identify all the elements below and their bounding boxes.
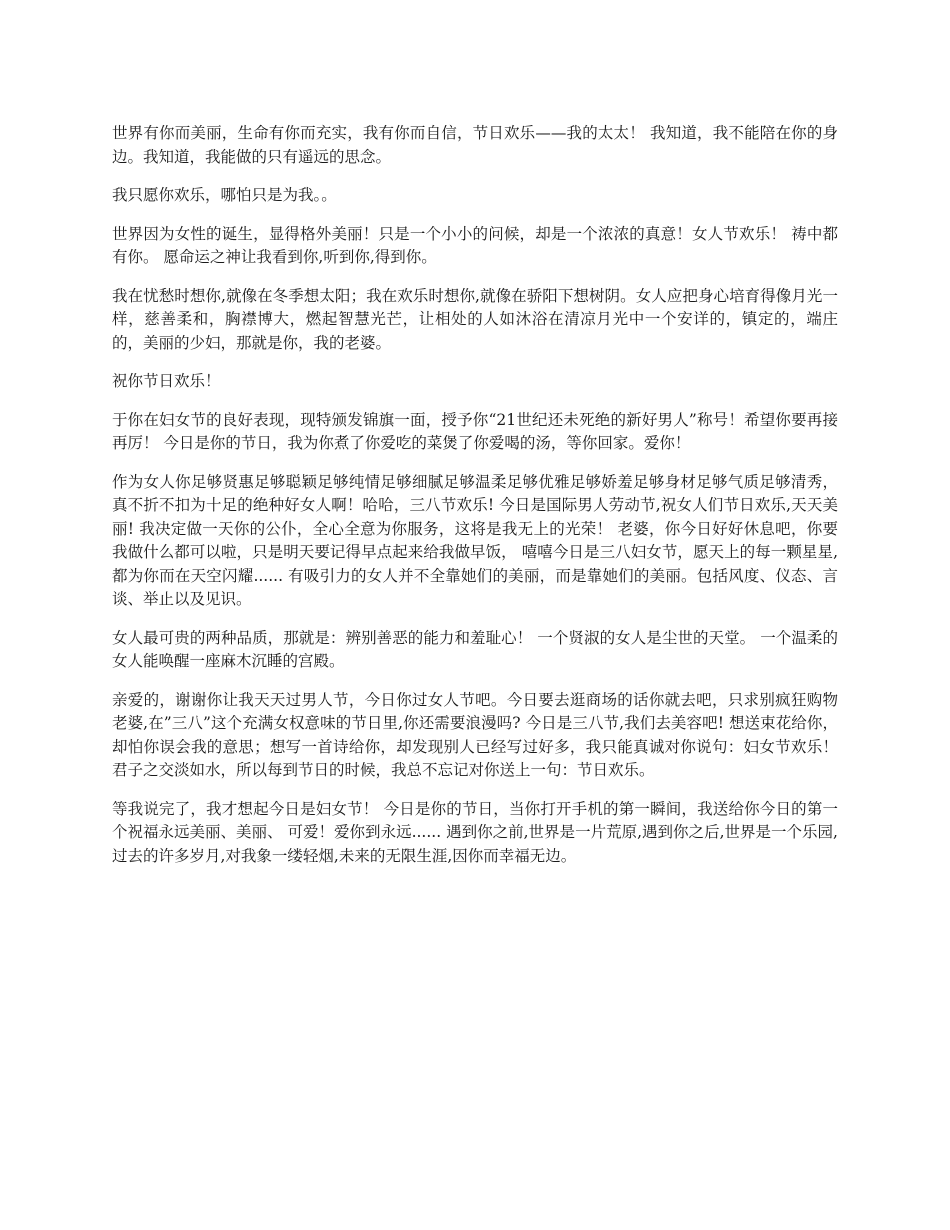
- paragraph-9: 亲爱的，谢谢你让我天天过男人节，今日你过女人节吧。今日要去逛商场的话你就去吧，只求别疯狂购物 老婆,在”三八”这个充满女权意味的节日里,你还需要浪漫吗? 今日是三八节,我们去美容吧! 想送束花给你，却怕你误会我的意思；想写一首诗给你，却发现别人已经写过好多，我只能真诚对你说句：妇女节欢乐！ 君子之交淡如水，所以每到节日的时候，我总不忘记对你送上一句：节日欢乐。: [112, 690, 838, 779]
- paragraph-3: 世界因为女性的诞生，显得格外美丽！只是一个小小的问候，却是一个浓浓的真意！女人节欢乐！ 祷中都有你。 愿命运之神让我看到你,听到你,得到你。: [112, 224, 838, 266]
- paragraph-5: 祝你节日欢乐！: [112, 372, 221, 390]
- paragraph-6: 于你在妇女节的良好表现，现特颁发锦旗一面，授予你“21世纪还未死绝的新好男人”称号！希望你要再接再厉！ 今日是你的节日，我为你煮了你爱吃的菜煲了你爱喝的汤，等你回家。爱你！: [112, 410, 838, 452]
- paragraph-4: 我在忧愁时想你,就像在冬季想太阳；我在欢乐时想你,就像在骄阳下想树阴。女人应把身心培育得像月光一样，慈善柔和，胸襟博大，燃起智慧光芒，让相处的人如沐浴在清凉月光中一个安详的，镇定的，端庄的，美丽的少妇，那就是你，我的老婆。: [112, 286, 838, 352]
- paragraph-2: 我只愿你欢乐，哪怕只是为我。。: [112, 186, 337, 204]
- paragraph-8: 女人最可贵的两种品质，那就是：辨别善恶的能力和羞耻心！ 一个贤淑的女人是尘世的天堂。 一个温柔的女人能唤醒一座麻木沉睡的宫殿。: [112, 628, 838, 670]
- paragraph-10: 等我说完了，我才想起今日是妇女节！ 今日是你的节日，当你打开手机的第一瞬间，我送给你今日的第一个祝福永远美丽、美丽、 可爱！爱你到永远...... 遇到你之前,世界是一片荒原,遇到你之后,世界是一个乐园,过去的许多岁月,对我象一缕轻烟,未来的无限生涯,因你而幸福无边。: [112, 799, 838, 865]
- document-body: [112, 122, 838, 883]
- paragraph-1: 世界有你而美丽，生命有你而充实，我有你而自信，节日欢乐——我的太太！ 我知道，我不能陪在你的身边。我知道，我能做的只有遥远的思念。: [112, 124, 838, 166]
- paragraph-7: 作为女人你足够贤惠足够聪颖足够纯情足够细腻足够温柔足够优雅足够娇羞足够身材足够气质足够清秀，真不折不扣为十足的绝种好女人啊！哈哈，三八节欢乐! 今日是国际男人劳动节,祝女人们节日欢乐,天天美丽! 我决定做一天你的公仆，全心全意为你服务，这将是我无上的光荣！ 老婆，你今日好好休息吧，你要我做什么都可以啦，只是明天要记得早点起来给我做早饭， 嘻嘻今日是三八妇女节，愿天上的每一颗星星,都为你而在天空闪耀...... 有吸引力的女人并不全靠她们的美丽，而是靠她们的美丽。包括风度、仪态、言谈、举止以及见识。: [112, 472, 838, 608]
